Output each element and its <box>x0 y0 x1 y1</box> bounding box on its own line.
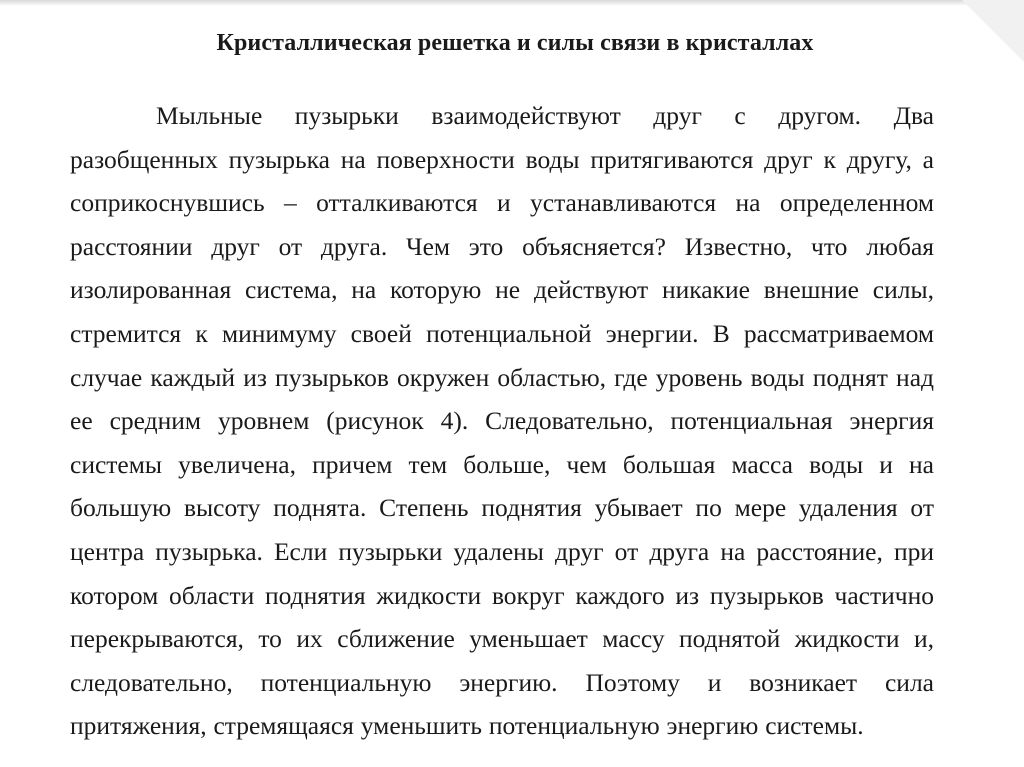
document-title: Кристаллическая решетка и силы связи в кристаллах <box>216 30 814 56</box>
page-top-shadow <box>0 0 1024 6</box>
document-page <box>70 28 934 748</box>
body-paragraph: Мыльные пузырьки взаимодействуют друг с другом. Два разобщенных пузырька на поверхности воды притягиваются друг к другу, а соприкоснувшись – отталкиваются и устанавливаются на определенном расстоянии друг от друга. Чем это объясняется? Известно, что любая изолированная система, на которую не действуют никакие внешние силы, стремится к минимуму своей потенциальной энергии. В рассматриваемом случае каждый из пузырьков окружен областью, где уровень воды поднят над ее средним уровнем (рисунок 4). Следовательно, потенциальная энергия системы увеличена, причем тем больше, чем большая масса воды и на большую высоту поднята. Степень поднятия убывает по мере удаления от центра пузырька. Если пузырьки удалены друг от друга на расстояние, при котором области поднятия жидкости вокруг каждого из пузырьков частично перекрываются, то их сближение уменьшает массу поднятой жидкости и, следовательно, потенциальную энергию. Поэтому и возникает сила притяжения, стремящаяся уменьшить потенциальную энергию системы. <box>70 101 934 741</box>
page-corner-fold <box>962 0 1024 62</box>
